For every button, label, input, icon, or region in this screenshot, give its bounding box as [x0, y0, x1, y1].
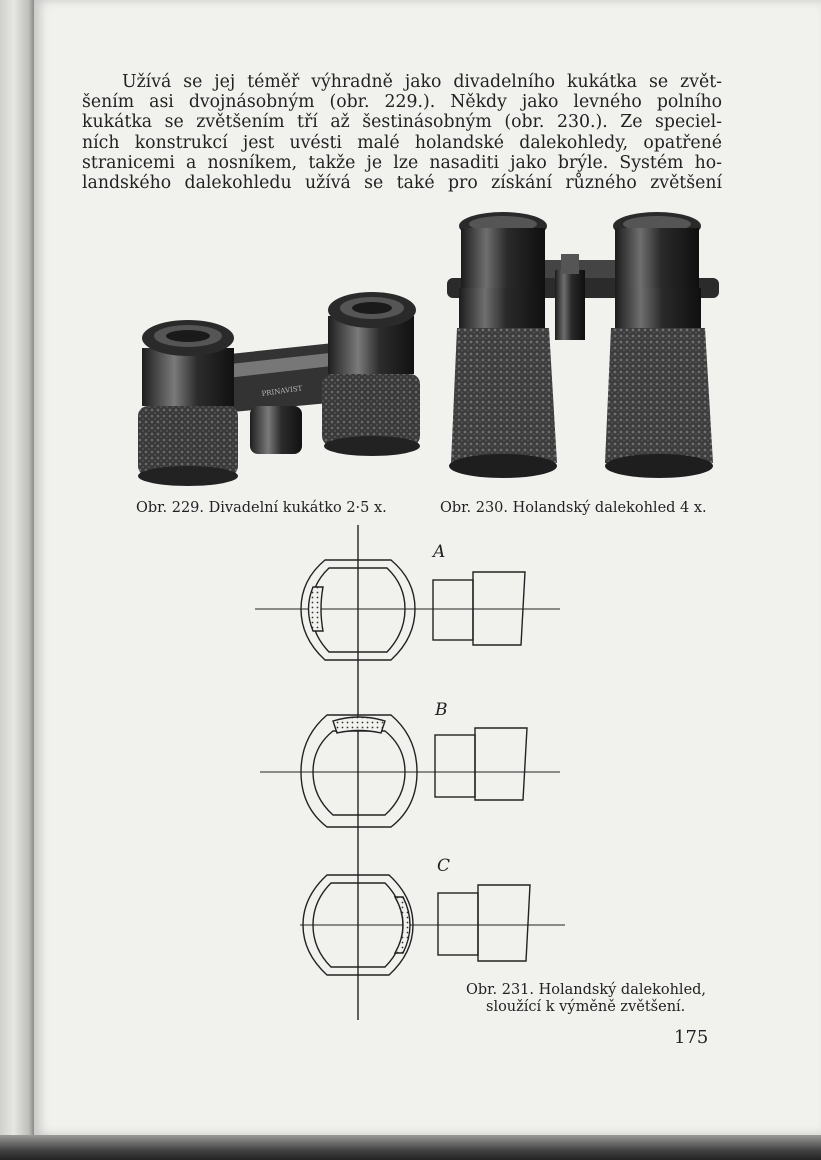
page-bottom-edge: [0, 1135, 821, 1160]
paragraph-line: stranicemi a nosníkem, takže je lze nasaditi jako brýle. Systém ho-: [82, 152, 722, 173]
paragraph-line: Užívá se jej téměř výhradně jako divadelního kukátka se zvět-: [122, 72, 722, 92]
diagram-label-a: A: [433, 542, 446, 562]
page-number: 175: [674, 1027, 709, 1048]
book-gutter: [0, 0, 34, 1160]
diagram-label-c: C: [437, 856, 451, 876]
opera-glass-photo: [132, 288, 432, 488]
paragraph-line: ních konstrukcí jest uvésti malé holandské dalekohledy, opatřené: [82, 132, 722, 153]
figure-230-caption: Obr. 230. Holandský dalekohled 4 x.: [440, 500, 707, 516]
figure-231-caption-line1: Obr. 231. Holandský dalekohled,: [466, 982, 707, 998]
paragraph-line: kukátka se zvětšením tří až šestinásobným (obr. 230.). Ze speciel-: [82, 112, 722, 133]
body-paragraph: [82, 72, 722, 193]
figure-231-caption-line2: sloužící k výměně zvětšení.: [486, 999, 686, 1015]
paragraph-line: landského dalekohledu užívá se také pro získání různého zvětšení: [82, 173, 722, 194]
engraving-text: PRINAVIST: [261, 384, 303, 398]
magnification-diagram: [255, 525, 575, 1020]
figure-229-caption: Obr. 229. Divadelní kukátko 2·5 x.: [136, 500, 387, 516]
field-glass-photo: [445, 208, 720, 483]
diagram-label-b: B: [435, 700, 448, 720]
paragraph-line: šením asi dvojnásobným (obr. 229.). Někdy jako levného polního: [82, 92, 722, 113]
